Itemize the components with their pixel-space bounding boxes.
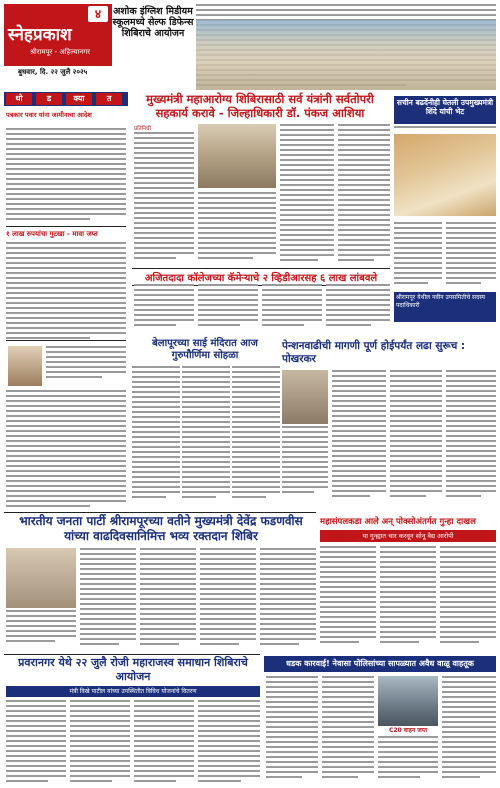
issue-date: बुधवार, दि. २२ जुलै २०२५ <box>18 68 88 76</box>
brief-3-text <box>46 346 126 386</box>
mahavitaran-headline: महासंपलकडा आले अन् पोक्सोअंतर्गत गुन्हा दाखल <box>320 517 476 527</box>
bjp-col-3 <box>140 548 196 650</box>
edition-number-badge: ४ <box>88 6 108 22</box>
devotion-headline: बेलापूरच्या साई मंदिरात आज गुरुपौर्णिमा सोहळा <box>152 338 258 361</box>
pocso-col-2 <box>380 546 436 650</box>
pension-col-3 <box>390 370 442 506</box>
blood-donation-photo <box>6 548 76 608</box>
sachin-caption-box: श्रीरामपूर येथील नवीन उपसमितीचे सदस्य पदाधिकारी <box>394 292 496 322</box>
brief-1-text <box>6 128 126 222</box>
pension-photo <box>282 370 328 424</box>
brief-2-text <box>6 242 126 340</box>
band-letter-1: थो <box>6 93 32 105</box>
seized-vehicle-label: C20 वाहन जप्त <box>388 727 428 734</box>
main-article-col-2 <box>198 192 276 266</box>
bjp-col-2 <box>80 548 136 650</box>
bjp-col-5 <box>260 548 316 650</box>
college-col-1 <box>134 284 194 334</box>
bjp-col-4 <box>200 548 256 650</box>
schoolchildren-photo <box>196 20 496 90</box>
newspaper-name: स्नेहप्रकाश <box>8 25 72 45</box>
college-headline: अजितदादा कॉलेजच्या कॅमेऱ्याचे २ व्हिडीआरसह ६ लाख लांबवले <box>132 268 390 286</box>
pravara-col-2 <box>70 700 130 786</box>
pravara-col-1 <box>6 700 66 786</box>
divider <box>6 340 126 341</box>
college-col-3 <box>262 284 322 334</box>
divider <box>4 512 316 513</box>
pension-headline: पेन्शनवाढीची मागणी पूर्ण होईपर्यंत लढा सुरूच : पोखरकर <box>282 340 466 365</box>
sachin-photo <box>394 134 496 216</box>
divider <box>6 226 126 227</box>
pravara-col-3 <box>134 700 194 786</box>
portrait-photo <box>8 346 42 386</box>
nevasa-col-2 <box>322 676 374 786</box>
sachin-article-col-2 <box>446 222 496 292</box>
nevasa-col-3 <box>378 736 438 786</box>
devotion-col-2 <box>182 366 230 506</box>
promo-headline: अशोक इंग्लिश मिडीयम स्कूलमध्ये सेल्फ डिफेन्स शिबिराचे आयोजन <box>112 6 194 39</box>
divider <box>4 654 260 655</box>
nevasa-headline: धडक कारवाई! नेवासा पोलिसांच्या सापळ्यात अवैध वाळू वाहतूक <box>264 656 496 672</box>
pension-col-2 <box>332 370 386 506</box>
college-col-4 <box>326 284 390 334</box>
masthead <box>4 4 112 66</box>
pravara-headline: प्रवरानगर येथे २२ जुलै रोजी महाराजस्व समाधान शिबिराचे आयोजन <box>18 656 248 683</box>
truck-photo <box>378 676 438 726</box>
college-col-2 <box>198 284 258 334</box>
main-article-col-1 <box>134 132 194 264</box>
nevasa-col-4 <box>442 676 496 786</box>
pocso-banner: या गुन्ह्यात चार करवून सोनू वैद्य आरोपी <box>320 530 496 542</box>
devotion-col-1 <box>132 366 180 506</box>
pocso-col-3 <box>440 546 496 650</box>
bjp-headline: भारतीय जनता पार्टी श्रीरामपूरच्या वतीने मुख्यमंत्री देवेंद्र फडणवीस यांच्या वाढदिवसानिमित्त भव्य रक्तदान शिबिर <box>19 514 303 543</box>
main-article-byline: प्रतिनिधी <box>134 126 151 132</box>
pension-col-1 <box>282 426 328 506</box>
briefs-band <box>4 92 128 106</box>
newspaper-subtitle: श्रीरामपूर - अहिल्यानगर <box>29 48 91 56</box>
band-letter-2: ड <box>36 93 62 105</box>
brief-4-text <box>6 390 126 510</box>
brief-headline-1: पत्रकार पवार यांना जामीनाचा आदेश <box>6 111 92 119</box>
sachin-headline: सचीन बढदेंनीही घेतली उपमुख्यमंत्री शिंदे यांची भेट <box>394 96 496 124</box>
sachin-caption <box>394 126 496 134</box>
main-headline: मुख्यमंत्री महाआरोग्य शिबिरासाठी सर्व यंत्रांनी सर्वतोपरी सहकार्य करावे - जिल्हाधिकारी डॉ. पंकज आशिया <box>146 92 374 120</box>
nevasa-col-1 <box>266 676 318 786</box>
band-letter-4: त <box>96 93 122 105</box>
pravara-col-4 <box>198 700 260 786</box>
main-article-col-4 <box>338 124 390 266</box>
band-letter-3: क्या <box>66 93 92 105</box>
pocso-col-1 <box>320 546 376 650</box>
devotion-col-3 <box>232 366 280 506</box>
minister-bar: मंत्री विखे पाटील यांच्या उपस्थितीत विविध योजनांचे वितरण <box>6 686 260 697</box>
bjp-col-1 <box>6 610 76 650</box>
brief-headline-2: १ लाख रुपयांचा गुटखा - मावा जप्त <box>6 230 98 238</box>
sachin-article-col-1 <box>394 222 442 292</box>
meeting-photo <box>198 124 276 188</box>
pension-col-4 <box>446 370 496 506</box>
main-article-col-3 <box>280 124 334 266</box>
